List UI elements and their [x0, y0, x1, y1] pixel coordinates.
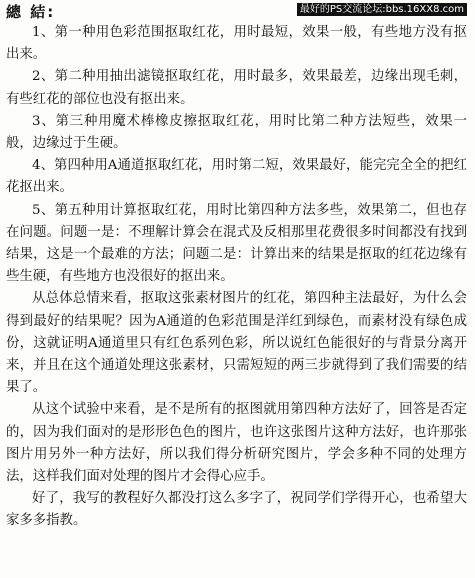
summary-item-5: 5、第五种用计算抠取红花，用时比第四种方法多些，效果第二，但也存在问题。问题一是：不理解计算会在混式及反相那里花费很多时间都没有找到结果，这是一个最难的方法；问题二是：计算出来的结果是抠取的红花边缘有些生硬，有些地方也没很好的抠出来。 [6, 202, 467, 285]
forum-watermark: 最好的PS交流论坛:bbs.16XX8.com [297, 3, 467, 16]
summary-item-1: 1、第一种用色彩范围抠取红花，用时最短，效果一般，有些地方没有抠出来。 [6, 25, 467, 63]
summary-heading: 總 結: [6, 3, 56, 21]
closing-paragraph: 好了，我写的教程好久都没打这么多字了，祝同学们学得开心，也希望大家多多指教。 [6, 491, 467, 529]
summary-item-3: 3、第三种用魔术棒橡皮擦抠取红花，用时比第二种方法短些，效果一般，边缘过于生硬。 [6, 113, 467, 152]
summary-item-2: 2、第二种用抽出滤镜抠取红花，用时最多，效果最差，边缘出现毛刺，有些红花的部位也没有抠出来。 [6, 69, 467, 107]
experiment-conclusion-paragraph: 从这个试验中来看，是不是所有的抠图就用第四种方法好了，回答是否定的，因为我们面对的是形形色色的图片，也许这张图片这种方法好，也许那张图片用另外一种方法好，所以我们得分析研究图片，学会多种不同的处理方法，这样我们面对处理的图片才会得心应手。 [6, 402, 467, 485]
summary-body [6, 22, 467, 533]
summary-item-4: 4、第四种用A通道抠取红花，用时第二短，效果最好，能完完全全的把红花抠出来。 [6, 158, 467, 196]
overall-analysis-paragraph: 从总体总情来看，抠取这张素材图片的红花，第四种主法最好，为什么会得到最好的结果呢？因为A通道的色彩范围是洋红到绿色，而素材没有绿色成份，这就证明A通道里只有红色系列色彩，所以说红色能很好的与背景分离开来，并且在这个通道处理这张素材，只需短短的两三步就得到了我们需要的结果了。 [6, 291, 467, 396]
